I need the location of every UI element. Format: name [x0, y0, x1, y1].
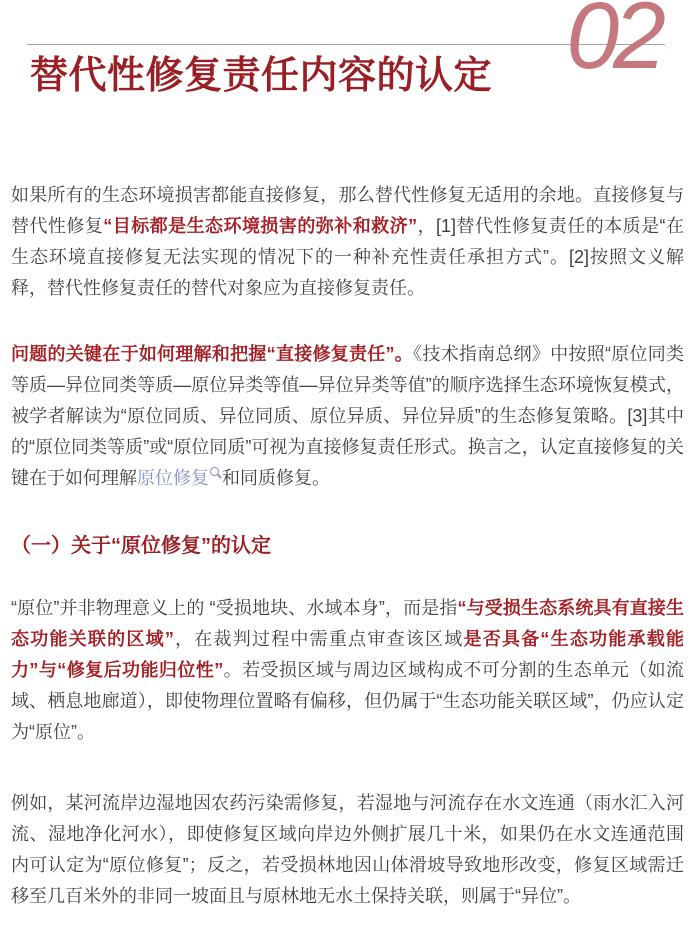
- subsection-heading: （一）关于“原位修复”的认定: [11, 535, 271, 557]
- article-body: [11, 0, 684, 912]
- text-run: 例如，某河流岸边湿地因农药污染需修复，若湿地与河流存在水文连通（雨水汇入河流、湿地净化河水），即使修复区域向岸边外侧扩展几十米，如果仍在水文连通范围内可认定为“原位修复”；反之，若受损林地因山体滑坡导致地形改变，修复区域需迁移至几百米外的非同一坡面且与原林地无水土保持关联，则属于“异位”。: [11, 793, 684, 906]
- search-icon[interactable]: [210, 467, 219, 476]
- text-run: “目标都是生态环境损害的弥补和救济”: [103, 216, 418, 236]
- section-number: 02: [566, 0, 660, 89]
- text-run: 是否具备“生态功能承载能力”与“修复后功能归位性”: [11, 629, 684, 680]
- paragraph-intro: [11, 180, 684, 304]
- text-run: 问题的关键在于如何理解和把握“直接修复责任”。: [11, 344, 414, 364]
- inline-link[interactable]: 原位修复: [137, 468, 209, 488]
- paragraph-example: [11, 788, 684, 912]
- page-title: 替代性修复责任内容的认定: [30, 55, 493, 97]
- text-run: ，在裁判过程中需重点审查该区域: [173, 629, 464, 649]
- text-run: 如果所有的生态环境损害都能直接修复，那么替代性修复无适用的余地。直接修复与替代性修复: [11, 185, 684, 236]
- text-run: 和同质修复。: [222, 468, 330, 488]
- text-run: “原位”并非物理意义上的 “受损地块、水域本身”，而是指: [11, 598, 458, 618]
- paragraph-yuanwei-definition: [11, 593, 684, 748]
- text-run: 《技术指南总纲》中按照“原位同类等质—异位同类等质—原位异类等值—异位异类等值”的顺序选择生态环境恢复模式，被学者解读为“原位同质、异位同质、原位异质、异位异质”的生态修复策略。[3]其中的“原位同类等质”或“原位同质”可视为直接修复责任形式。换言之，认定直接修复的关键在于如何理解: [11, 344, 685, 488]
- text-run: “与受损生态系统具有直接生态功能关联的区域”: [11, 598, 685, 649]
- paragraph-key-issue: [11, 339, 684, 494]
- text-run: 。若受损区域与周边区域构成不可分割的生态单元（如流域、栖息地廊道），即使物理位置略有偏移，但仍属于“生态功能关联区域”，仍应认定为“原位”。: [11, 660, 685, 742]
- text-run: ，[1]替代性修复责任的本质是“在生态环境直接修复无法实现的情况下的一种补充性责任承担方式”。[2]按照文义解释，替代性修复责任的替代对象应为直接修复责任。: [11, 216, 685, 298]
